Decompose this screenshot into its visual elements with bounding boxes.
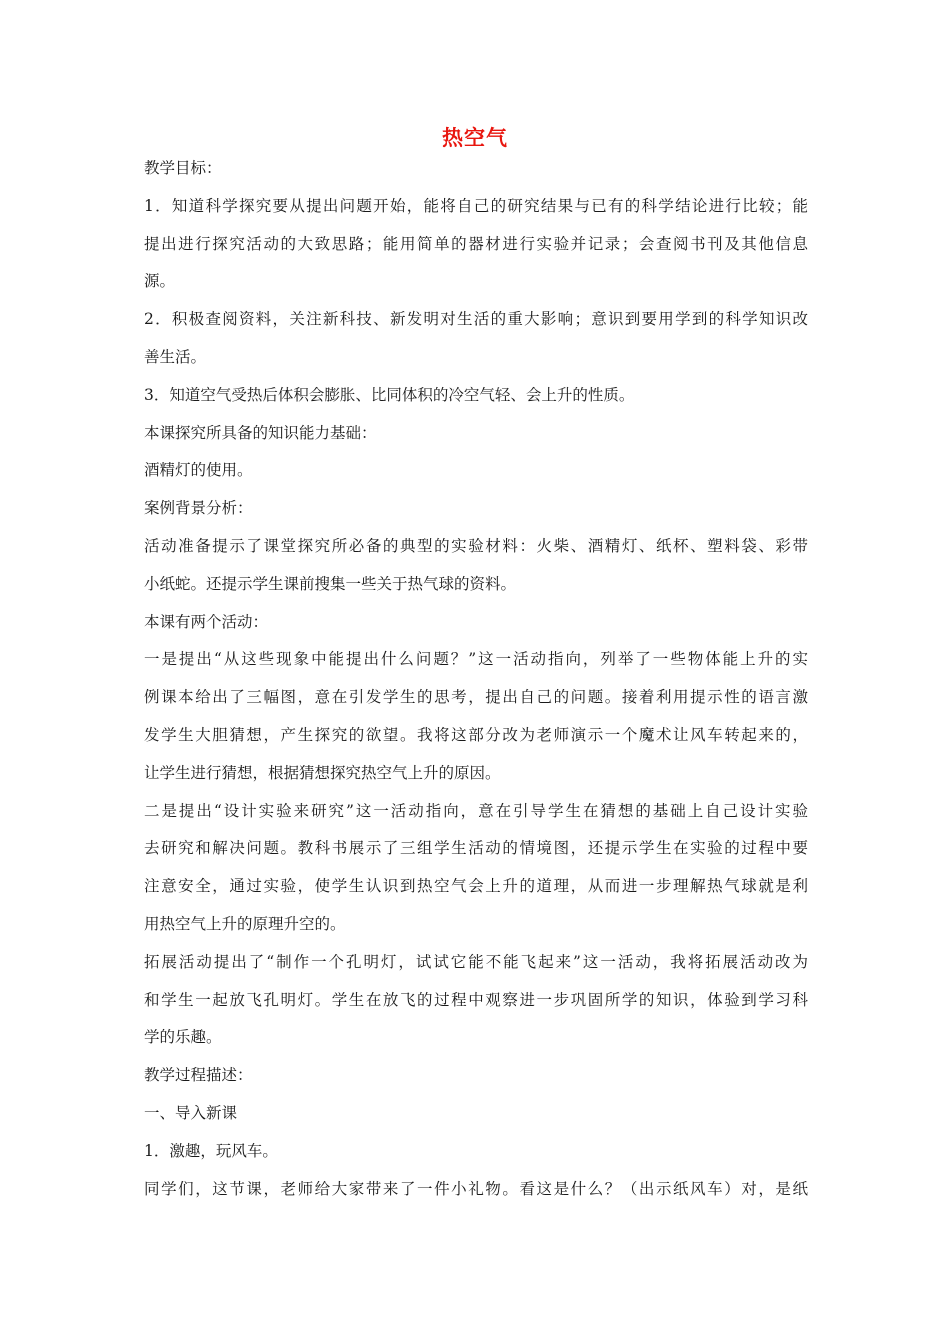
text-line: 和学生一起放飞孔明灯。学生在放飞的过程中观察进一步巩固所学的知识，体验到学习科: [144, 990, 808, 1009]
text-line: 学的乐趣。: [144, 1028, 222, 1047]
text-line: 本课探究所具备的知识能力基础：: [144, 423, 377, 442]
text-line: 3．知道空气受热后体积会膨胀、比同体积的冷空气轻、会上升的性质。: [144, 385, 635, 404]
text-line: 去研究和解决问题。教科书展示了三组学生活动的情境图，还提示学生在实验的过程中要: [144, 839, 808, 858]
document-title: 热空气: [442, 125, 508, 150]
text-line: 提出进行探究活动的大致思路；能用简单的器材进行实验并记录；会查阅书刊及其他信息: [144, 234, 808, 253]
text-line: 教学目标：: [144, 159, 222, 177]
text-line: 例课本给出了三幅图，意在引发学生的思考，提出自己的问题。接着利用提示性的语言激: [144, 688, 808, 707]
text-line: 拓展活动提出了“制作一个孔明灯，试试它能不能飞起来”这一活动，我将拓展活动改为: [144, 952, 808, 971]
text-line: 教学过程描述：: [144, 1066, 253, 1085]
text-line: 小纸蛇。还提示学生课前搜集一些关于热气球的资料。: [144, 574, 517, 593]
document-body: [144, 150, 808, 1208]
text-line: 酒精灯的使用。: [144, 461, 253, 480]
text-line: 二是提出“设计实验来研究”这一活动指向，意在引导学生在猜想的基础上自己设计实验: [144, 801, 808, 820]
text-line: 一、导入新课: [144, 1103, 238, 1122]
text-line: 注意安全，通过实验，使学生认识到热空气会上升的道理，从而进一步理解热气球就是利: [144, 877, 808, 896]
text-line: 1．激趣，玩风车。: [144, 1141, 278, 1160]
text-line: 善生活。: [144, 347, 207, 366]
text-line: 活动准备提示了课堂探究所必备的典型的实验材料：火柴、酒精灯、纸杯、塑料袋、彩带: [144, 536, 808, 555]
text-line: 本课有两个活动：: [144, 612, 269, 631]
text-line: 让学生进行猜想，根据猜想探究热空气上升的原因。: [144, 763, 501, 782]
text-line: 发学生大胆猜想，产生探究的欲望。我将这部分改为老师演示一个魔术让风车转起来的，: [144, 725, 808, 744]
text-line: 同学们，这节课，老师给大家带来了一件小礼物。看这是什么？（出示纸风车）对，是纸: [144, 1179, 808, 1198]
text-line: 案例背景分析：: [144, 499, 253, 518]
text-line: 源。: [144, 272, 176, 291]
text-line: 一是提出“从这些现象中能提出什么问题？”这一活动指向，列举了一些物体能上升的实: [144, 650, 808, 669]
text-line: 1．知道科学探究要从提出问题开始，能将自己的研究结果与已有的科学结论进行比较；能: [144, 196, 808, 215]
text-line: 2．积极查阅资料，关注新科技、新发明对生活的重大影响；意识到要用学到的科学知识改: [144, 310, 808, 329]
text-line: 用热空气上升的原理升空的。: [144, 914, 346, 933]
